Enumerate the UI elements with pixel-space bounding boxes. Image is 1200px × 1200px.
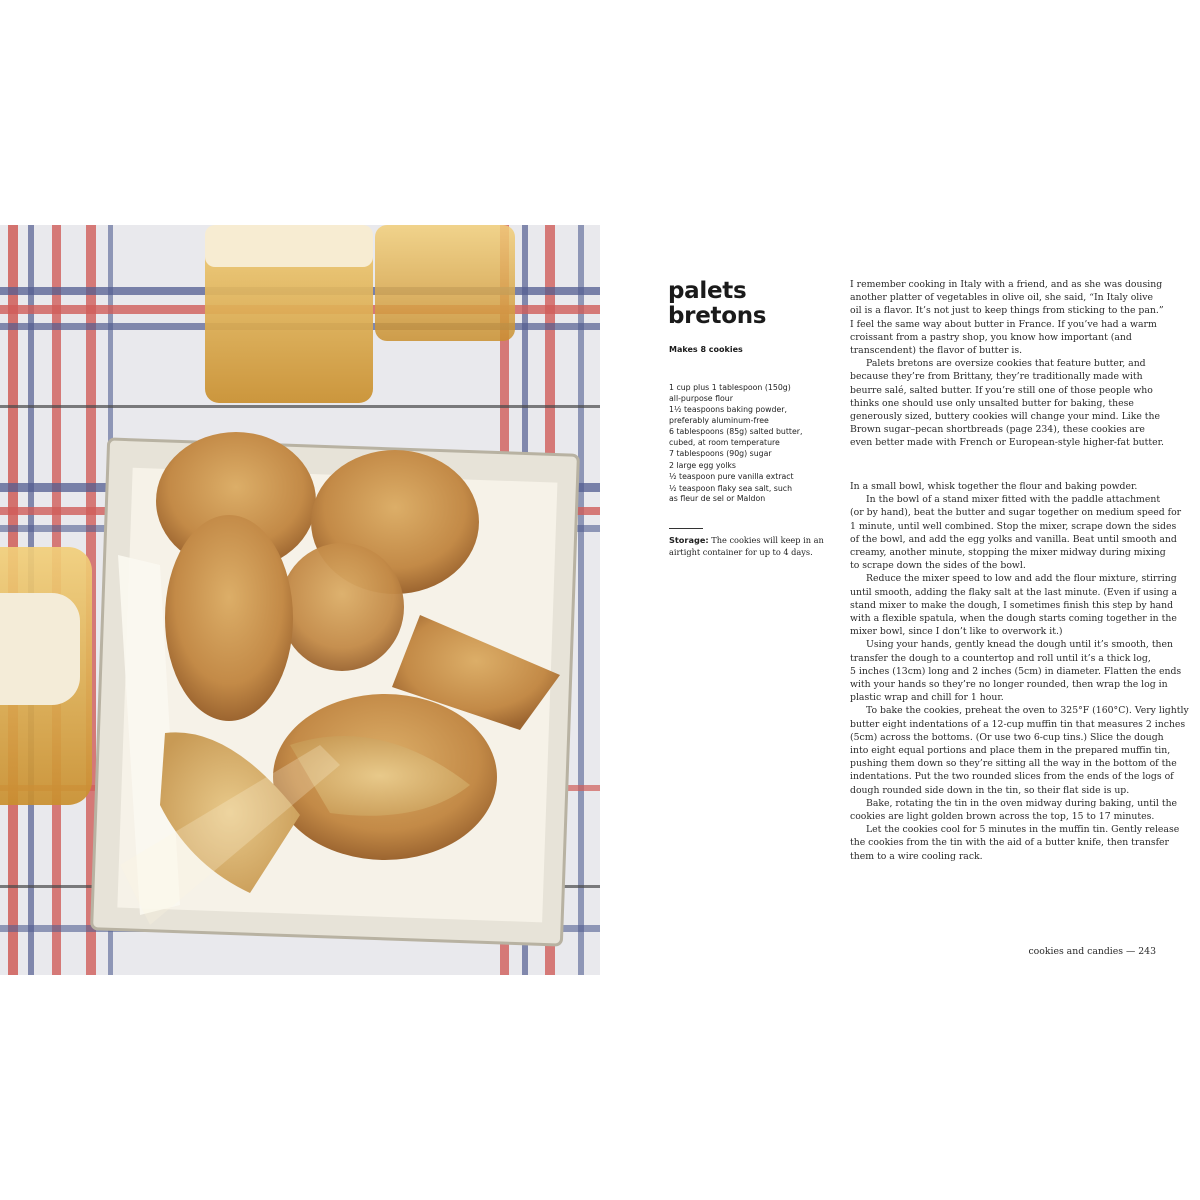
text-line: cookies are light golden brown across the top, 15 to 17 minutes. xyxy=(850,811,1155,823)
text-line: croissant from a pastry shop, you know how important (and xyxy=(850,331,1132,343)
ingredient-item xyxy=(669,427,824,448)
ingredient-item xyxy=(669,449,824,460)
method-paragraph xyxy=(850,797,1178,823)
ingredient-text: 6 tablespoons (85g) salted butter, xyxy=(669,427,803,436)
ingredient-text: preferably aluminum-free xyxy=(669,415,769,425)
text-line: with a flexible spatula, when the dough starts coming together in the xyxy=(850,613,1177,625)
text-line: indentations. Put the two rounded slices from the ends of the logs of xyxy=(850,771,1174,783)
ingredient-text: 2 large egg yolks xyxy=(669,460,736,470)
intro-text xyxy=(850,278,1170,450)
recipe-title xyxy=(668,279,766,329)
ingredient-item xyxy=(669,383,824,404)
method-paragraph xyxy=(850,572,1178,638)
method-paragraph xyxy=(850,480,1170,493)
ingredient-item xyxy=(669,484,824,505)
ingredient-list xyxy=(669,383,824,506)
text-line: oil is a flavor. It’s not just to keep things from sticking to the pan.” xyxy=(850,305,1164,317)
text-line: transcendent) the flavor of butter is. xyxy=(850,345,1023,357)
ingredient-item xyxy=(669,461,824,472)
text-line: beurre salé, salted butter. If you’re still one of those people who xyxy=(850,384,1153,396)
text-line: with your hands so they’re no longer rounded, then wrap the log in xyxy=(850,679,1168,691)
text-line: Bake, rotating the tin in the oven midway during baking, until the xyxy=(866,797,1178,809)
recipe-title-line-2: bretons xyxy=(668,303,767,329)
text-line: (5cm) across the bottoms. (Or use two 6-cup tins.) Slice the dough xyxy=(850,731,1164,743)
text-line: stand mixer to make the dough, I sometimes finish this step by hand xyxy=(850,599,1174,611)
page-footer: cookies and candies — 243 xyxy=(1028,946,1156,957)
text-line: (or by hand), beat the butter and sugar together on medium speed for xyxy=(850,507,1182,519)
intro-paragraph xyxy=(850,357,1170,449)
ingredient-text: 7 tablespoons (90g) sugar xyxy=(669,449,772,458)
text-line: generously sized, buttery cookies will change your mind. Like the xyxy=(850,411,1161,423)
ingredient-text: 1 cup plus 1 tablespoon (150g) xyxy=(669,383,791,392)
text-line: Palets bretons are oversize cookies that feature butter, and xyxy=(866,358,1146,370)
text-line: the cookies from the tin with the aid of a butter knife, then transfer xyxy=(850,837,1170,849)
ingredient-item xyxy=(669,472,824,483)
ingredient-text: all-purpose flour xyxy=(669,393,733,403)
method-paragraph xyxy=(850,823,1180,863)
method-paragraph xyxy=(850,704,1189,796)
text-line: Using your hands, gently knead the dough until it’s smooth, then xyxy=(866,639,1174,651)
text-line: thinks one should use only unsalted butter for baking, these xyxy=(850,397,1134,409)
method-paragraph xyxy=(850,493,1182,572)
ingredient-text: ½ teaspoon pure vanilla extract xyxy=(669,472,794,481)
text-line: 1 minute, until well combined. Stop the mixer, scrape down the sides xyxy=(850,520,1177,532)
text-line: dough rounded side down in the tin, so their flat side is up. xyxy=(850,784,1130,796)
text-line: even better made with French or European-style higher-fat butter. xyxy=(850,437,1165,449)
text-line: into eight equal portions and place them in the prepared muffin tin, xyxy=(850,745,1171,757)
text-line: plastic wrap and chill for 1 hour. xyxy=(850,692,1004,704)
storage-divider xyxy=(669,528,703,529)
text-line: mixer bowl, since I don’t like to overwork it.) xyxy=(850,626,1063,638)
text-line: to scrape down the sides of the bowl. xyxy=(850,560,1026,572)
text-line: pushing them down so they’re sitting all the way in the bottom of the xyxy=(850,758,1177,770)
text-line: 5 inches (13cm) long and 2 inches (5cm) in diameter. Flatten the ends xyxy=(850,665,1182,677)
text-line: butter eight indentations of a 12-cup muffin tin that measures 2 inches xyxy=(850,718,1186,730)
book-spread xyxy=(0,225,1200,975)
text-line: In a small bowl, whisk together the flour and baking powder. xyxy=(850,481,1138,492)
text-line: because they’re from Brittany, they’re traditionally made with xyxy=(850,371,1143,383)
method-text xyxy=(850,480,1189,863)
cookies-photo-illustration xyxy=(0,225,600,975)
storage-text: The cookies will keep in an xyxy=(708,535,824,545)
text-line: In the bowl of a stand mixer fitted with the paddle attachment xyxy=(866,494,1161,506)
text-line: them to a wire cooling rack. xyxy=(850,850,983,862)
recipe-title-line-1: palets xyxy=(668,278,747,304)
text-line: creamy, another minute, stopping the mixer midway during mixing xyxy=(850,547,1166,559)
text-line: I remember cooking in Italy with a friend, and as she was dousing xyxy=(850,279,1163,290)
intro-paragraph xyxy=(850,278,1170,357)
storage-note xyxy=(669,535,829,559)
ingredient-text: as fleur de sel or Maldon xyxy=(669,494,766,503)
method-paragraph xyxy=(850,638,1182,704)
text-line: Brown sugar–pecan shortbreads (page 234), these cookies are xyxy=(850,424,1145,436)
text-line: another platter of vegetables in olive oil, she said, “In Italy olive xyxy=(850,292,1154,304)
text-line: I feel the same way about butter in France. If you’ve had a warm xyxy=(850,318,1157,330)
text-line: of the bowl, and add the egg yolks and vanilla. Beat until smooth and xyxy=(850,533,1177,545)
text-line: To bake the cookies, preheat the oven to 325°F (160°C). Very lightly xyxy=(866,705,1189,717)
text-line: Let the cookies cool for 5 minutes in the muffin tin. Gently release xyxy=(866,824,1180,836)
ingredient-text: 1½ teaspoons baking powder, xyxy=(669,405,787,414)
storage-text: airtight container for up to 4 days. xyxy=(669,546,813,557)
cookies-photo xyxy=(0,225,600,975)
storage-label: Storage: xyxy=(669,535,709,545)
ingredient-text: cubed, at room temperature xyxy=(669,437,780,447)
text-line: transfer the dough to a countertop and roll until it’s a thick log, xyxy=(850,652,1151,664)
text-line: Reduce the mixer speed to low and add the flour mixture, stirring xyxy=(866,573,1177,585)
recipe-yield: Makes 8 cookies xyxy=(669,345,743,354)
text-line: until smooth, adding the flaky salt at the last minute. (Even if using a xyxy=(850,586,1178,598)
ingredient-item xyxy=(669,405,824,426)
ingredient-text: ½ teaspoon flaky sea salt, such xyxy=(669,483,793,493)
